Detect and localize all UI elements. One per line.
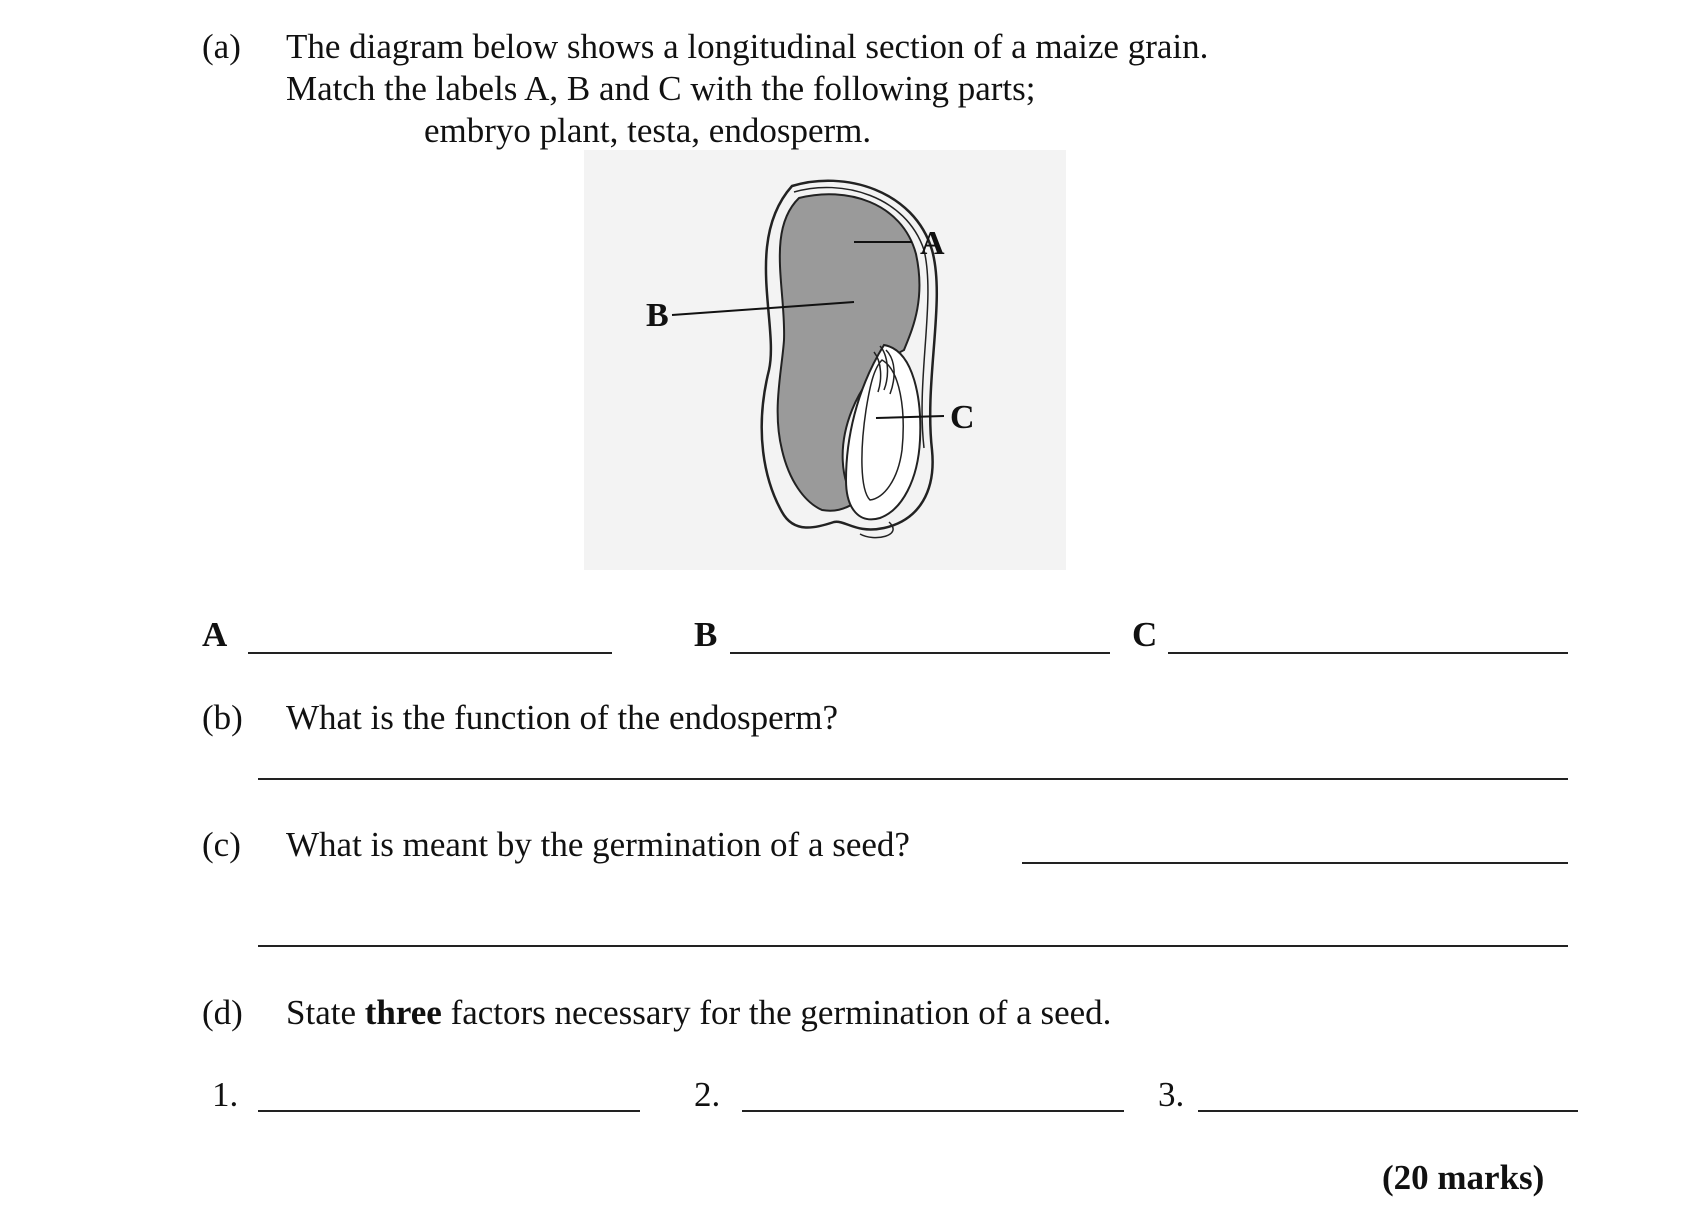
factor-number-2: 2. [694, 1075, 721, 1114]
part-a-line-2: Match the labels A, B and C with the following parts; [286, 69, 1036, 108]
diagram-label-b: B [646, 297, 669, 334]
part-d-suffix: factors necessary for the germination of a seed. [441, 993, 1112, 1032]
answer-label-c: C [1132, 615, 1158, 654]
answer-line-c[interactable] [1168, 652, 1568, 654]
factor-line-3[interactable] [1198, 1110, 1578, 1112]
part-c-question: What is meant by the germination of a seed? [286, 825, 910, 864]
maize-grain-diagram [584, 150, 1066, 570]
part-a-line-1: The diagram below shows a longitudinal section of a maize grain. [286, 27, 1209, 66]
part-c-marker: (c) [202, 825, 241, 864]
answer-line-b[interactable] [730, 652, 1110, 654]
factor-number-3: 3. [1158, 1075, 1185, 1114]
part-b-marker: (b) [202, 698, 243, 737]
part-c-answer-line-2[interactable] [258, 945, 1568, 947]
part-c-answer-line-1[interactable] [1022, 862, 1568, 864]
part-d-marker: (d) [202, 993, 243, 1032]
part-a-line-3: embryo plant, testa, endosperm. [424, 111, 872, 150]
diagram-label-a: A [920, 225, 945, 262]
part-d-bold: three [364, 993, 442, 1032]
answer-line-a[interactable] [248, 652, 612, 654]
factor-number-1: 1. [212, 1075, 239, 1114]
part-a-marker: (a) [202, 27, 241, 66]
total-marks: (20 marks) [1382, 1158, 1545, 1197]
factor-line-2[interactable] [742, 1110, 1124, 1112]
answer-label-a: A [202, 615, 228, 654]
part-b-question: What is the function of the endosperm? [286, 698, 839, 737]
part-d-question [286, 993, 1111, 1033]
part-d-prefix: State [286, 993, 365, 1032]
diagram-label-c: C [950, 399, 975, 436]
factor-line-1[interactable] [258, 1110, 640, 1112]
answer-label-b: B [694, 615, 718, 654]
part-b-answer-line[interactable] [258, 778, 1568, 780]
